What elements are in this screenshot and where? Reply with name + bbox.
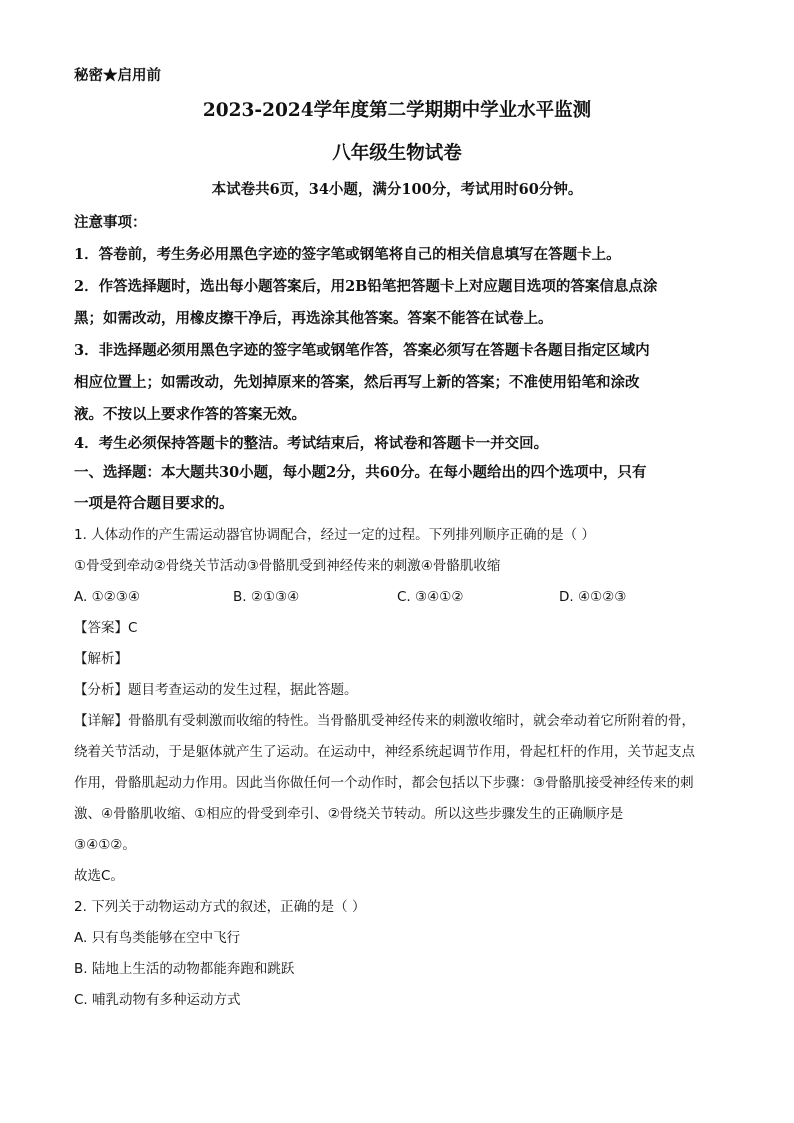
q1-option-b: B. ②①③④ (233, 589, 300, 605)
q2-option-b: B. 陆地上生活的动物都能奔跑和跳跃 (74, 961, 295, 977)
q2-option-c: C. 哺乳动物有多种运动方式 (74, 992, 241, 1008)
q1-option-d: D. ④①②③ (559, 589, 627, 605)
exam-title: 2023-2024学年度第二学期期中学业水平监测 (202, 100, 592, 121)
note-2-line-1: 2．作答选择题时，选出每小题答案后，用2B铅笔把答题卡上对应题目选项的答案信息点涂 (74, 278, 658, 295)
note-3-line-1: 3．非选择题必须用黑色字迹的签字笔或钢笔作答，答案必须写在答题卡各题目指定区域内 (74, 342, 650, 359)
note-2-line-2: 黑；如需改动，用橡皮擦干净后，再选涂其他答案。答案不能答在试卷上。 (74, 310, 553, 327)
q1-xiangjie-4: 激、④骨骼肌收缩、①相应的骨受到牵引、②骨绕关节转动。所以这些步骤发生的正确顺序是 (74, 806, 624, 822)
q1-option-c: C. ③④①② (397, 589, 464, 605)
q1-stem: 1. 人体动作的产生需运动器官协调配合，经过一定的过程。下列排列顺序正确的是（ ） (74, 527, 595, 543)
q1-xiangjie-1: 【详解】骨骼肌有受刺激而收缩的特性。当骨骼肌受神经传来的刺激收缩时，就会牵动着它所附着的骨， (74, 713, 695, 729)
section-1-line-1: 一、选择题：本大题共30小题，每小题2分，共60分。在每小题给出的四个选项中，只有 (74, 464, 647, 481)
note-1: 1．答卷前，考生务必用黑色字迹的签字笔或钢笔将自己的相关信息填写在答题卡上。 (74, 246, 621, 263)
q1-conclusion: 故选C。 (74, 868, 124, 884)
q1-option-a: A. ①②③④ (74, 589, 140, 605)
q1-items: ①骨受到牵动②骨绕关节活动③骨骼肌受到神经传来的刺激④骨骼肌收缩 (74, 558, 501, 574)
secret-label: 秘密★启用前 (74, 67, 161, 84)
note-3-line-3: 液。不按以上要求作答的答案无效。 (74, 406, 306, 423)
q1-analysis-label: 【解析】 (74, 651, 128, 667)
note-4: 4．考生必须保持答题卡的整洁。考试结束后，将试卷和答题卡一并交回。 (74, 435, 549, 452)
q1-xiangjie-5: ③④①②。 (74, 837, 136, 853)
exam-info: 本试卷共6页，34小题，满分100分，考试用时60分钟。 (211, 181, 583, 198)
q2-stem: 2. 下列关于动物运动方式的叙述，正确的是（ ） (74, 899, 366, 915)
q1-xiangjie-3: 作用，骨骼肌起动力作用。因此当你做任何一个动作时，都会包括以下步骤：③骨骼肌接受神经传来的刺 (74, 775, 694, 791)
section-1-line-2: 一项是符合题目要求的。 (74, 495, 234, 512)
q1-answer: 【答案】C (74, 620, 138, 636)
note-3-line-2: 相应位置上；如需改动，先划掉原来的答案，然后再写上新的答案；不准使用铅笔和涂改 (74, 374, 640, 391)
q1-xiangjie-2: 绕着关节活动，于是躯体就产生了运动。在运动中，神经系统起调节作用，骨起杠杆的作用，关节起支点 (74, 744, 695, 760)
q1-fenxi: 【分析】题目考查运动的发生过程，据此答题。 (74, 682, 358, 698)
notes-heading: 注意事项： (74, 214, 147, 231)
exam-subtitle: 八年级生物试卷 (332, 143, 462, 164)
q2-option-a: A. 只有鸟类能够在空中飞行 (74, 930, 241, 946)
